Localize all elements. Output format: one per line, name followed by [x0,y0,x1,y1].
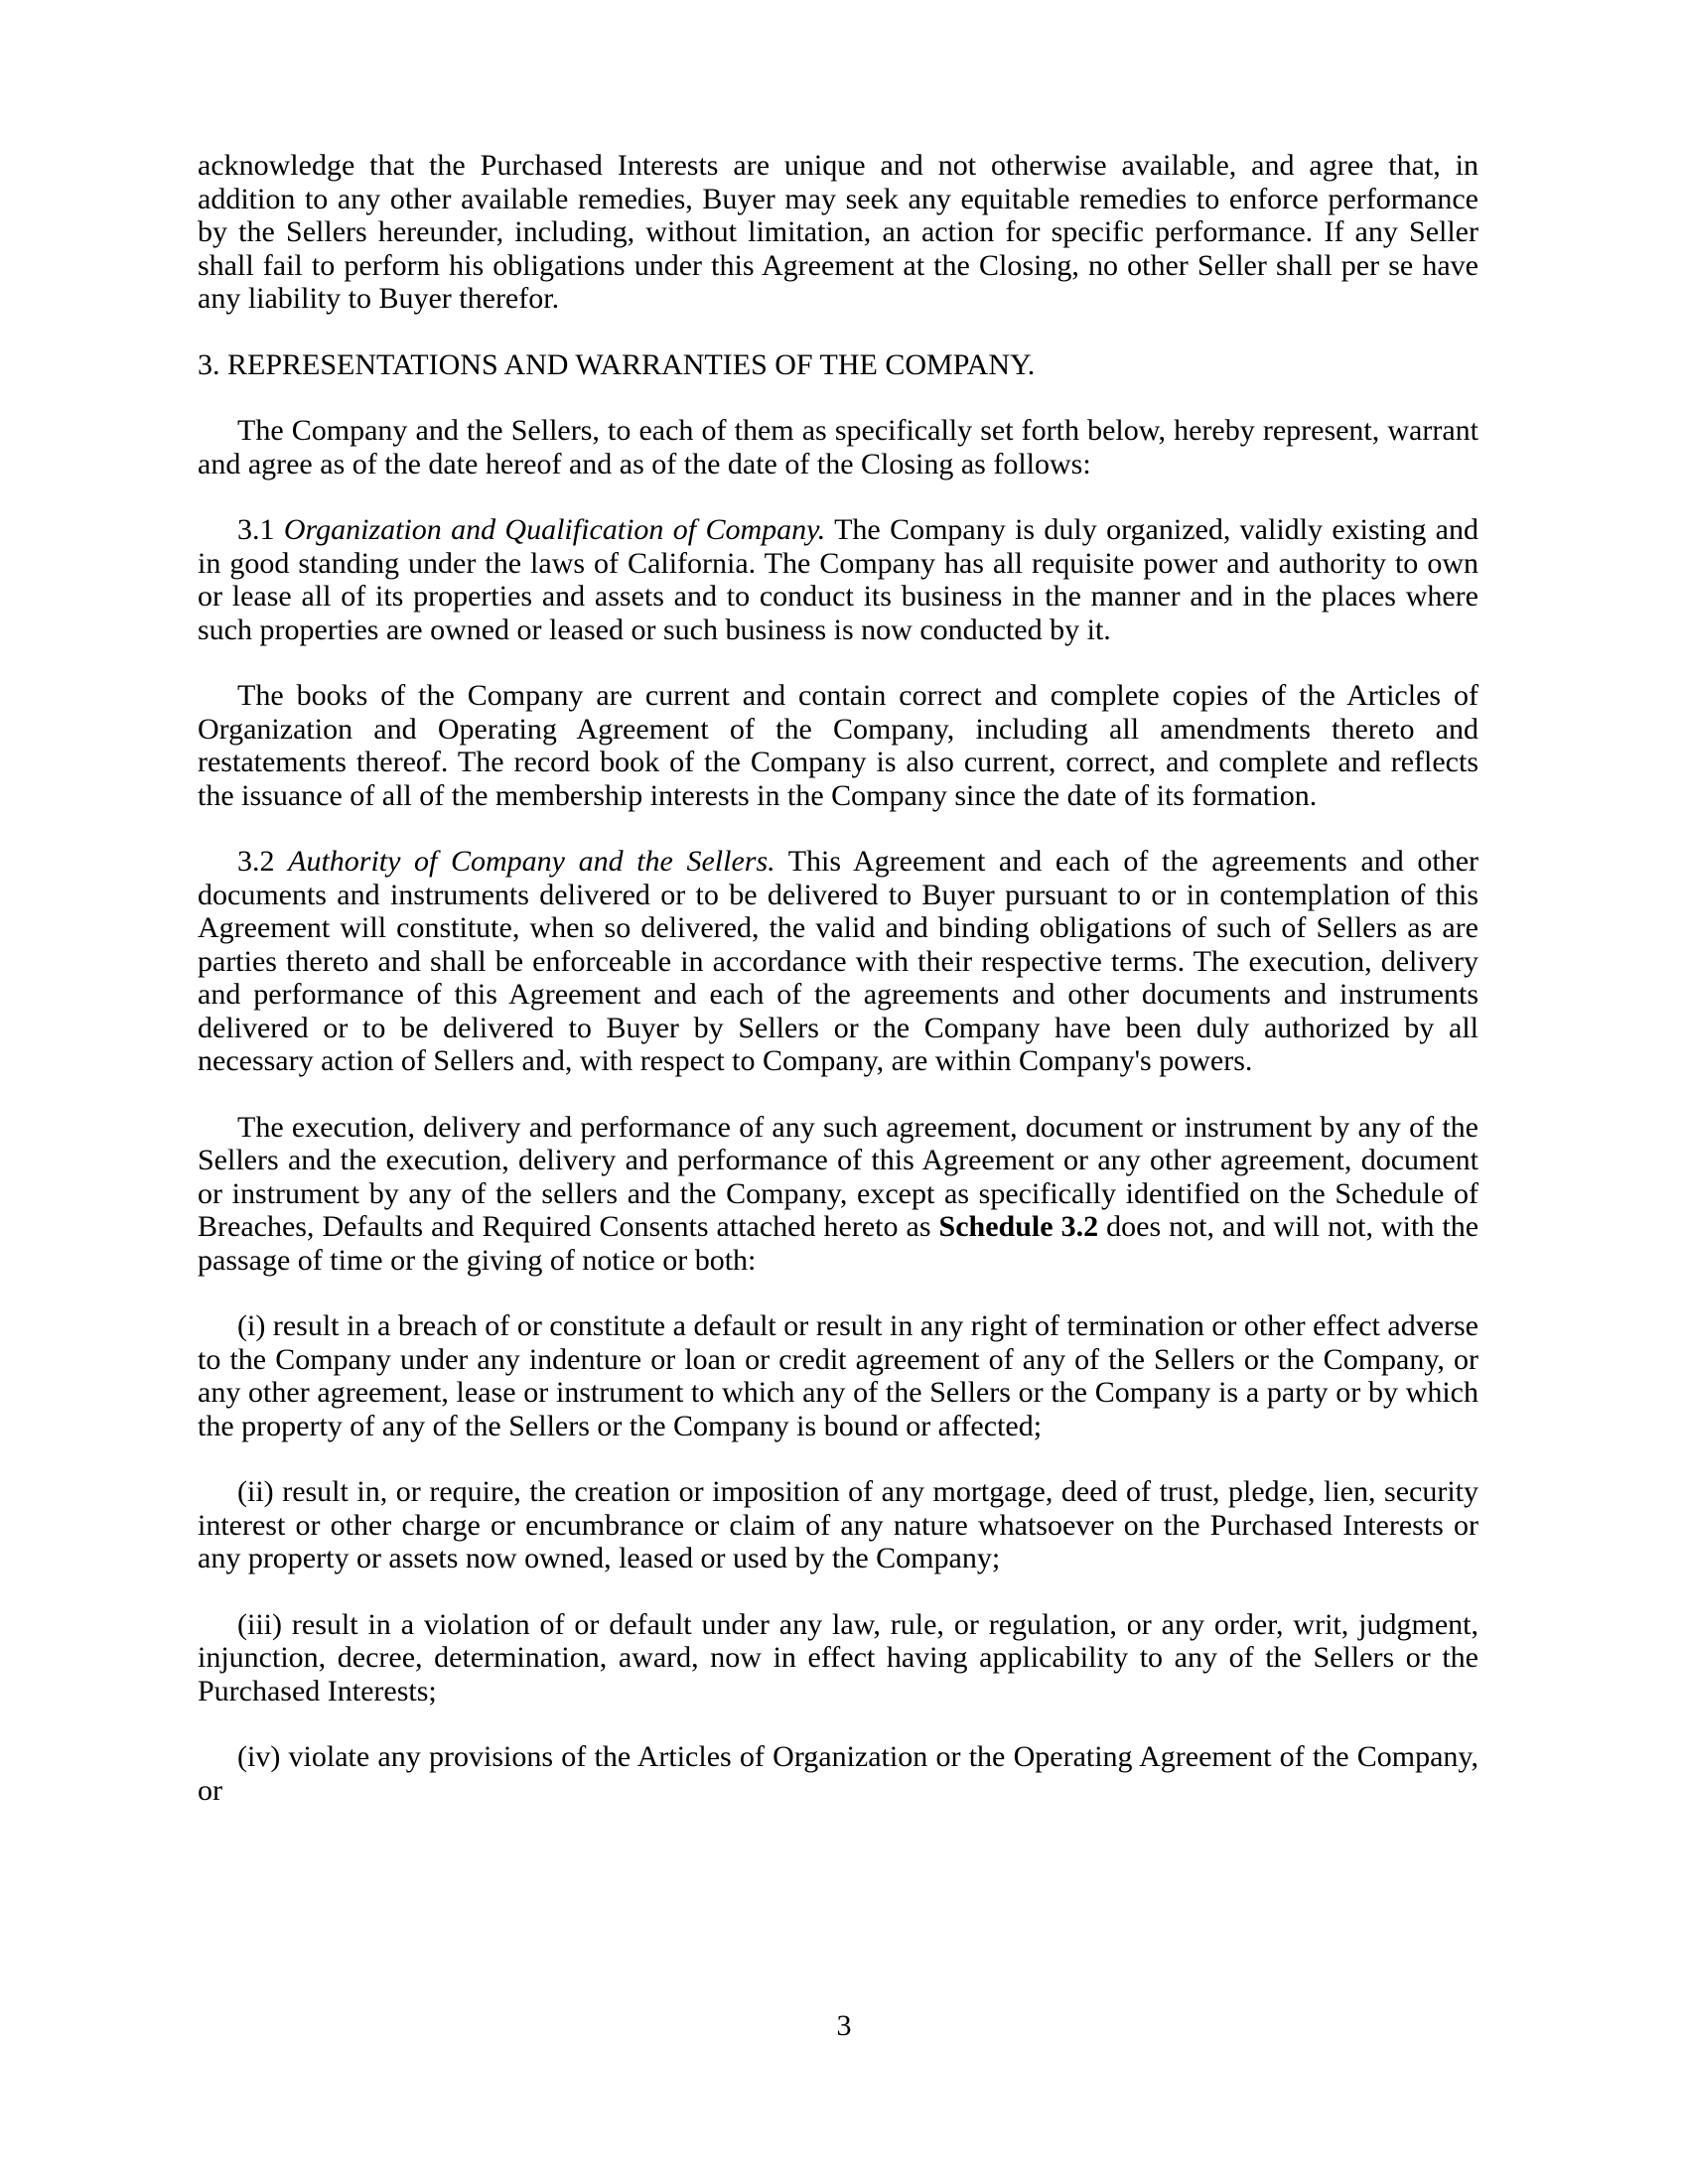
paragraph-continuation: acknowledge that the Purchased Interests are unique and not otherwise available, and agree that, in addition to any other available remedies, Buyer may seek any equitable remedies to enforce performance by the Sellers hereunder, including, without limitation, an action for specific performance. If any Seller shall fail to perform his obligations under this Agreement at the Closing, no other Seller shall per se have any liability to Buyer therefor. [198,149,1478,315]
section-3-heading: 3. REPRESENTATIONS AND WARRANTIES OF THE COMPANY. [198,347,1036,381]
section-3-1-title: Organization and Qualification of Company. [283,513,826,546]
schedule-reference: Schedule 3.2 [938,1210,1099,1243]
section-3-2-execution-paragraph [198,1111,1478,1278]
section-3-2-paragraph [198,845,1478,1078]
list-item-ii: (ii) result in, or require, the creation or imposition of any mortgage, deed of trust, pledge, lien, security interest or other charge or encumbrance or claim of any nature whatsoever on the Purchased Interests or any property or assets now owned, leased or used by the Company; [198,1475,1478,1574]
document-body [198,149,1478,1840]
section-3-1-books-paragraph: The books of the Company are current and contain correct and complete copies of the Articles of Organization and Operating Agreement of the Company, including all amendments thereto and restatements thereof. The record book of the Company is also current, correct, and complete and reflects the issuance of all of the membership interests in the Company since the date of its formation. [198,679,1478,812]
list-item-i: (i) result in a breach of or constitute a default or result in any right of termination or other effect adverse to the Company under any indenture or loan or credit agreement of any of the Sellers or the Company, or any other agreement, lease or instrument to which any of the Sellers or the Company is a party or by which the property of any of the Sellers or the Company is bound or affected; [198,1309,1478,1442]
page-number: 3 [836,2009,852,2042]
execution-text-before: The execution, delivery and performance of any such agreement, document or instrument by any of the Sellers and the execution, delivery and performance of this Agreement or any other agreement, document or instrument by any of the sellers and the Company, except as specifically identified on the Schedule of Breaches, Defaults and Required Consents attached hereto as [198,1110,1478,1243]
section-3-2-number: 3.2 [237,845,275,878]
section-3-intro: The Company and the Sellers, to each of them as specifically set forth below, hereby represent, warrant and agree as of the date hereof and as of the date of the Closing as follows: [198,414,1478,480]
execution-text-after: does not, and will not, with the passage of time or the giving of notice or both: [198,1210,1479,1277]
section-3-2-title: Authority of Company and the Sellers. [288,845,775,878]
section-3-1-number: 3.1 [237,513,275,546]
section-3-2-text: This Agreement and each of the agreements and other documents and instruments delivered or to be delivered to Buyer pursuant to or in contemplation of this Agreement will constitute, when so delivered, the valid and binding obligations of such of Sellers as are parties thereto and shall be enforceable in accordance with their respective terms. The execution, delivery and performance of this Agreement and each of the agreements and other documents and instruments delivered or to be delivered to Buyer by Sellers or the Company have been duly authorized by all necessary action of Sellers and, with respect to Company, are within Company's powers. [198,845,1479,1077]
list-item-iii: (iii) result in a violation of or default under any law, rule, or regulation, or any order, writ, judgment, injunction, decree, determination, award, now in effect having applicability to any of the Sellers or the Purchased Interests; [198,1607,1478,1707]
section-3-1-text: The Company is duly organized, validly existing and in good standing under the laws of California. The Company has all requisite power and authority to own or lease all of its properties and assets and to conduct its business in the manner and in the places where such properties are owned or leased or such business is now conducted by it. [198,513,1478,646]
section-3-1-paragraph [198,513,1478,646]
list-item-iv: (iv) violate any provisions of the Articles of Organization or the Operating Agreement of the Company, or [198,1740,1478,1807]
